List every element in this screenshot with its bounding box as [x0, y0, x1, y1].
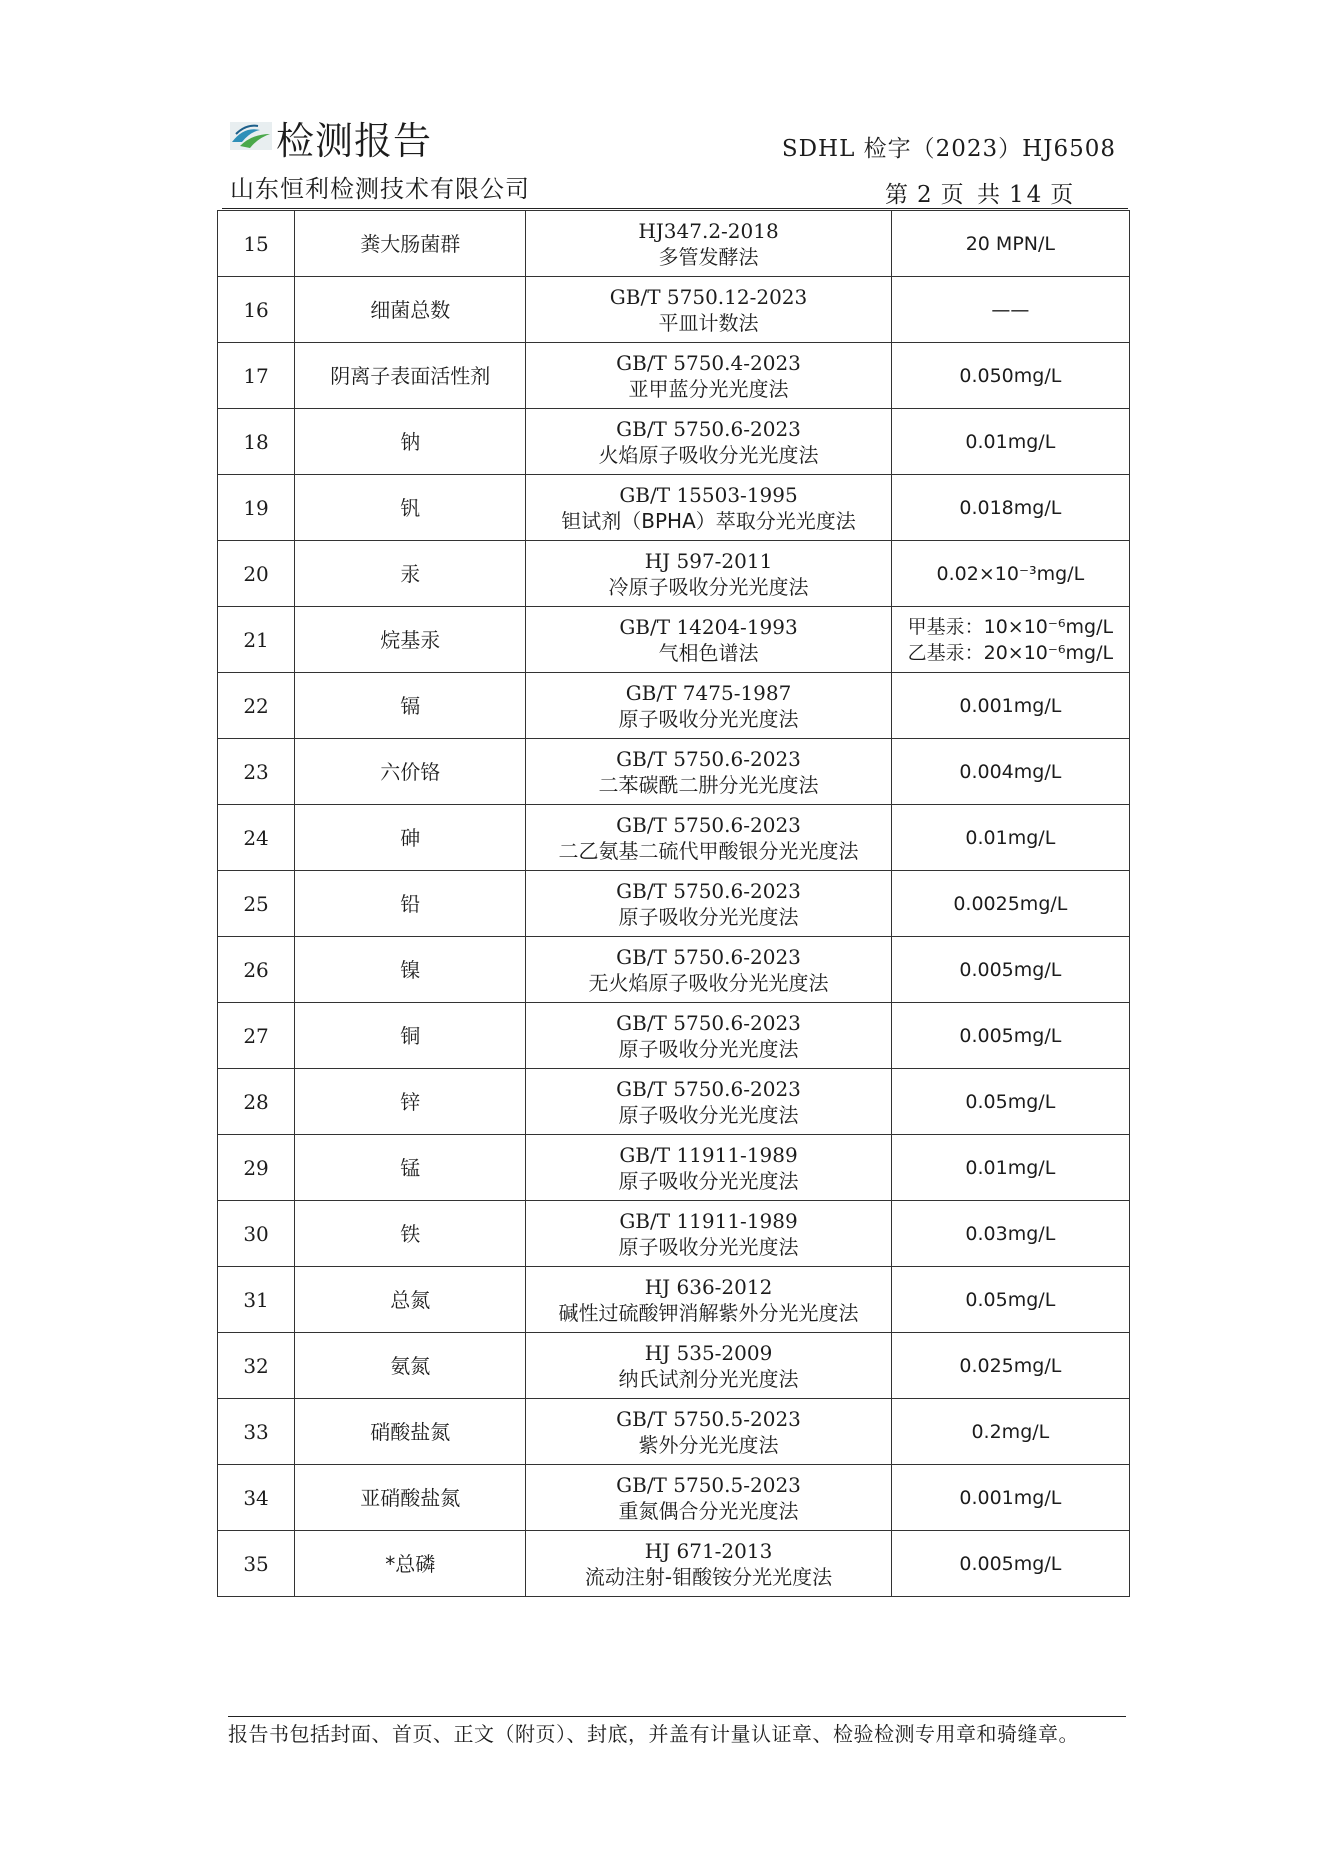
table-row [218, 607, 1130, 673]
row-number: 20 [218, 541, 295, 607]
method-standard: GB/T 5750.4-2023 [616, 350, 801, 375]
row-number: 23 [218, 739, 295, 805]
company-logo-icon [230, 122, 272, 150]
test-method-cell [526, 211, 891, 277]
detection-limit-cell [891, 1135, 1129, 1201]
detection-limit-cell [891, 937, 1129, 1003]
test-item: 铜 [295, 1003, 526, 1069]
detection-limit: 0.005mg/L [959, 1024, 1062, 1047]
method-name: 冷原子吸收分光光度法 [608, 574, 809, 599]
test-method-cell [526, 1201, 891, 1267]
test-item: 六价铬 [295, 739, 526, 805]
test-item: 钒 [295, 475, 526, 541]
method-standard: GB/T 14204-1993 [619, 614, 798, 639]
method-standard: GB/T 5750.6-2023 [616, 812, 801, 837]
method-standard: HJ 535-2009 [644, 1340, 773, 1365]
table-row [218, 541, 1130, 607]
row-number: 33 [218, 1399, 295, 1465]
row-number: 32 [218, 1333, 295, 1399]
row-number: 28 [218, 1069, 295, 1135]
detection-limit: 0.03mg/L [965, 1222, 1056, 1245]
test-method-cell [526, 1135, 891, 1201]
test-method-cell [526, 805, 891, 871]
detection-limit: 0.025mg/L [959, 1354, 1062, 1377]
table-row [218, 739, 1130, 805]
table-row [218, 475, 1130, 541]
test-item: 锌 [295, 1069, 526, 1135]
detection-limit-cell [891, 409, 1129, 475]
test-method-cell [526, 607, 891, 673]
test-item: 氨氮 [295, 1333, 526, 1399]
detection-limit: 0.0025mg/L [953, 892, 1068, 915]
detection-limit-cell [891, 211, 1129, 277]
method-name: 碱性过硫酸钾消解紫外分光光度法 [558, 1300, 859, 1325]
detection-limit-cell [891, 1003, 1129, 1069]
method-name: 紫外分光光度法 [638, 1432, 779, 1457]
detection-limit: 0.2mg/L [971, 1420, 1050, 1443]
table-row [218, 1069, 1130, 1135]
test-item: 砷 [295, 805, 526, 871]
row-number: 22 [218, 673, 295, 739]
row-number: 24 [218, 805, 295, 871]
test-item: 铅 [295, 871, 526, 937]
row-number: 18 [218, 409, 295, 475]
detection-limit: 0.005mg/L [959, 1552, 1062, 1575]
test-method-cell [526, 475, 891, 541]
test-item: 铁 [295, 1201, 526, 1267]
method-standard: GB/T 5750.6-2023 [616, 416, 801, 441]
test-method-cell [526, 409, 891, 475]
row-number: 26 [218, 937, 295, 1003]
results-table-body [218, 211, 1130, 1597]
detection-limit: 0.001mg/L [959, 694, 1062, 717]
detection-limit: 0.001mg/L [959, 1486, 1062, 1509]
detection-limit-cell [891, 277, 1129, 343]
row-number: 21 [218, 607, 295, 673]
test-item: *总磷 [295, 1531, 526, 1597]
row-number: 29 [218, 1135, 295, 1201]
method-name: 原子吸收分光光度法 [618, 904, 799, 929]
method-name: 二乙氨基二硫代甲酸银分光光度法 [558, 838, 859, 863]
page-total: 14 [1008, 182, 1045, 208]
detection-limit: 20 MPN/L [965, 232, 1055, 255]
method-name: 纳氏试剂分光光度法 [618, 1366, 799, 1391]
detection-limit-cell [891, 1201, 1129, 1267]
detection-limit: 甲基汞：10×10⁻⁶mg/L [907, 615, 1114, 638]
method-standard: GB/T 15503-1995 [619, 482, 798, 507]
method-standard: GB/T 5750.6-2023 [616, 944, 801, 969]
test-method-cell [526, 1333, 891, 1399]
row-number: 30 [218, 1201, 295, 1267]
method-standard: HJ 636-2012 [644, 1274, 773, 1299]
method-standard: GB/T 5750.5-2023 [616, 1472, 801, 1497]
row-number: 34 [218, 1465, 295, 1531]
test-method-cell [526, 343, 891, 409]
page-indicator [882, 180, 1079, 210]
detection-limit-cell [891, 1333, 1129, 1399]
method-standard: HJ347.2-2018 [638, 218, 779, 243]
table-row [218, 1399, 1130, 1465]
row-number: 31 [218, 1267, 295, 1333]
table-row [218, 673, 1130, 739]
detection-limit-cell [891, 1399, 1129, 1465]
detection-limit: 0.005mg/L [959, 958, 1062, 981]
method-name: 原子吸收分光光度法 [618, 1036, 799, 1061]
test-method-cell [526, 673, 891, 739]
detection-limit-cell [891, 1069, 1129, 1135]
method-standard: GB/T 5750.12-2023 [609, 284, 808, 309]
test-method-cell [526, 1003, 891, 1069]
table-row [218, 1333, 1130, 1399]
test-method-cell [526, 1267, 891, 1333]
detection-limit: —— [991, 298, 1030, 321]
table-row [218, 1003, 1130, 1069]
test-item: 亚硝酸盐氮 [295, 1465, 526, 1531]
method-name: 多管发酵法 [658, 244, 759, 269]
detection-limit: 0.05mg/L [965, 1288, 1056, 1311]
method-name: 原子吸收分光光度法 [618, 1168, 799, 1193]
table-row [218, 277, 1130, 343]
method-standard: GB/T 7475-1987 [625, 680, 792, 705]
row-number: 15 [218, 211, 295, 277]
detection-limit-cell [891, 805, 1129, 871]
table-row [218, 871, 1130, 937]
method-standard: GB/T 5750.6-2023 [616, 1076, 801, 1101]
test-method-cell [526, 739, 891, 805]
detection-limit: 0.02×10⁻³mg/L [936, 562, 1085, 585]
method-standard: GB/T 11911-1989 [619, 1208, 798, 1233]
row-number: 35 [218, 1531, 295, 1597]
detection-limit-cell [891, 1465, 1129, 1531]
detection-limit-cell [891, 541, 1129, 607]
test-method-cell [526, 937, 891, 1003]
footer-note: 报告书包括封面、首页、正文（附页）、封底，并盖有计量认证章、检验检测专用章和骑缝章。 [228, 1722, 1079, 1746]
detection-limit: 0.01mg/L [965, 430, 1056, 453]
method-standard: HJ 671-2013 [644, 1538, 773, 1563]
test-method-cell [526, 1069, 891, 1135]
test-item: 钠 [295, 409, 526, 475]
method-name: 二苯碳酰二肼分光光度法 [598, 772, 819, 797]
table-row [218, 211, 1130, 277]
method-standard: GB/T 5750.6-2023 [616, 878, 801, 903]
test-item: 阴离子表面活性剂 [295, 343, 526, 409]
method-name: 流动注射-钼酸铵分光光度法 [584, 1564, 833, 1589]
page-prefix: 第 [885, 182, 911, 208]
detection-limit-cell [891, 739, 1129, 805]
results-table [217, 210, 1130, 1597]
row-number: 19 [218, 475, 295, 541]
test-item: 细菌总数 [295, 277, 526, 343]
row-number: 27 [218, 1003, 295, 1069]
method-name: 重氮偶合分光光度法 [618, 1498, 799, 1523]
method-standard: HJ 597-2011 [644, 548, 773, 573]
test-item: 镉 [295, 673, 526, 739]
method-standard: GB/T 5750.6-2023 [616, 1010, 801, 1035]
method-name: 原子吸收分光光度法 [618, 1102, 799, 1127]
table-row [218, 343, 1130, 409]
detection-limit-cell [891, 607, 1129, 673]
detection-limit-cell [891, 343, 1129, 409]
detection-limit: 0.01mg/L [965, 1156, 1056, 1179]
table-row [218, 1465, 1130, 1531]
table-row [218, 409, 1130, 475]
method-name: 原子吸收分光光度法 [618, 1234, 799, 1259]
test-method-cell [526, 871, 891, 937]
row-number: 25 [218, 871, 295, 937]
detection-limit: 0.004mg/L [959, 760, 1062, 783]
test-item: 硝酸盐氮 [295, 1399, 526, 1465]
method-name: 火焰原子吸收分光光度法 [598, 442, 819, 467]
test-method-cell [526, 1399, 891, 1465]
detection-limit: 0.018mg/L [959, 496, 1062, 519]
detection-limit-cell [891, 1531, 1129, 1597]
detection-limit: 0.05mg/L [965, 1090, 1056, 1113]
method-name: 无火焰原子吸收分光光度法 [588, 970, 829, 995]
test-method-cell [526, 1465, 891, 1531]
method-name: 平皿计数法 [658, 310, 759, 335]
report-title: 检测报告 [276, 119, 433, 163]
test-item: 烷基汞 [295, 607, 526, 673]
detection-limit-cell [891, 1267, 1129, 1333]
method-name: 钽试剂（BPHA）萃取分光光度法 [561, 508, 856, 533]
detection-limit: 0.01mg/L [965, 826, 1056, 849]
method-name: 原子吸收分光光度法 [618, 706, 799, 731]
table-row [218, 1267, 1130, 1333]
test-item: 粪大肠菌群 [295, 211, 526, 277]
report-number: SDHL 检字（2023）HJ6508 [781, 136, 1116, 162]
table-row [218, 1135, 1130, 1201]
detection-limit-secondary: 乙基汞：20×10⁻⁶mg/L [907, 641, 1114, 664]
company-name: 山东恒利检测技术有限公司 [230, 175, 530, 203]
detection-limit: 0.050mg/L [959, 364, 1062, 387]
test-item: 总氮 [295, 1267, 526, 1333]
row-number: 16 [218, 277, 295, 343]
test-method-cell [526, 1531, 891, 1597]
detection-limit-cell [891, 871, 1129, 937]
method-standard: GB/T 5750.6-2023 [616, 746, 801, 771]
detection-limit-cell [891, 673, 1129, 739]
table-row [218, 1201, 1130, 1267]
test-method-cell [526, 541, 891, 607]
table-row [218, 937, 1130, 1003]
test-item: 汞 [295, 541, 526, 607]
header-divider [222, 208, 1128, 209]
table-row [218, 805, 1130, 871]
page-middle: 页 共 [940, 182, 1003, 208]
detection-limit-cell [891, 475, 1129, 541]
row-number: 17 [218, 343, 295, 409]
table-row [218, 1531, 1130, 1597]
method-name: 亚甲蓝分光光度法 [628, 376, 789, 401]
page-current: 2 [917, 182, 935, 208]
test-method-cell [526, 277, 891, 343]
method-standard: GB/T 5750.5-2023 [616, 1406, 801, 1431]
method-standard: GB/T 11911-1989 [619, 1142, 798, 1167]
method-name: 气相色谱法 [658, 640, 759, 665]
page-suffix: 页 [1050, 182, 1077, 208]
test-item: 锰 [295, 1135, 526, 1201]
footer-divider [228, 1716, 1126, 1717]
test-item: 镍 [295, 937, 526, 1003]
